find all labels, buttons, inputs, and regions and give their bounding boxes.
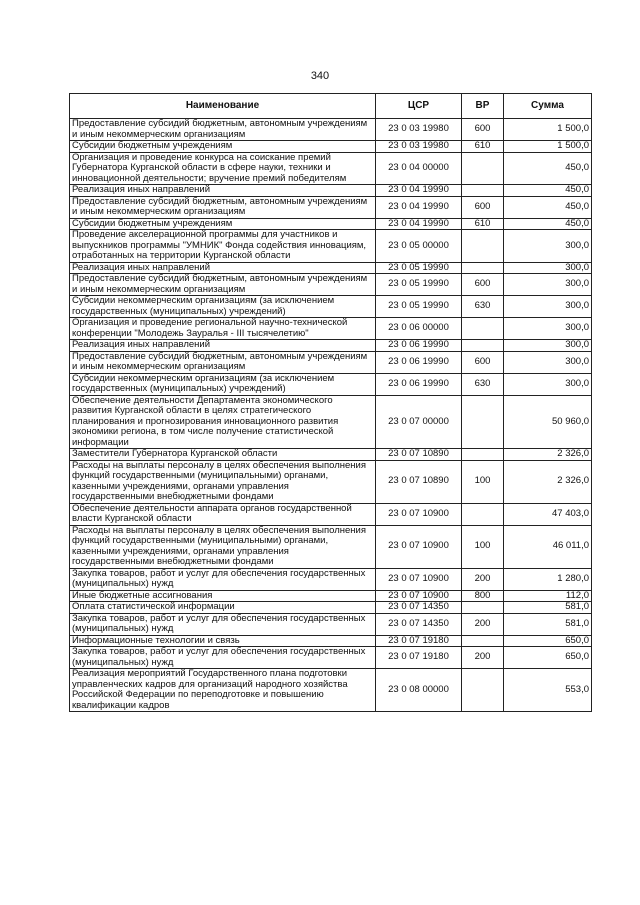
cell-vr: 610: [462, 218, 504, 230]
table-row: [70, 525, 592, 568]
cell-vr: [462, 449, 504, 461]
cell-name: Реализация иных направлений: [70, 185, 376, 197]
cell-csr: 23 0 06 19990: [376, 373, 462, 395]
cell-csr: 23 0 07 19180: [376, 635, 462, 647]
table-row: [70, 152, 592, 185]
cell-sum: 300,0: [504, 318, 592, 340]
cell-vr: 800: [462, 590, 504, 602]
table-row: [70, 590, 592, 602]
table-row: [70, 318, 592, 340]
cell-sum: 1 500,0: [504, 141, 592, 153]
cell-name: Субсидии бюджетным учреждениям: [70, 141, 376, 153]
cell-sum: 581,0: [504, 613, 592, 635]
cell-vr: [462, 185, 504, 197]
cell-vr: 600: [462, 274, 504, 296]
cell-vr: 100: [462, 460, 504, 503]
cell-sum: 300,0: [504, 274, 592, 296]
cell-csr: 23 0 07 10900: [376, 590, 462, 602]
cell-csr: 23 0 05 19990: [376, 274, 462, 296]
cell-vr: [462, 395, 504, 449]
cell-vr: [462, 340, 504, 352]
header-csr: ЦСР: [376, 94, 462, 119]
cell-sum: 450,0: [504, 196, 592, 218]
cell-sum: 450,0: [504, 185, 592, 197]
cell-csr: 23 0 04 19990: [376, 185, 462, 197]
cell-vr: 200: [462, 568, 504, 590]
cell-csr: 23 0 06 19990: [376, 351, 462, 373]
table-row: [70, 119, 592, 141]
table-row: [70, 460, 592, 503]
cell-csr: 23 0 07 10900: [376, 525, 462, 568]
cell-name: Иные бюджетные ассигнования: [70, 590, 376, 602]
cell-name: Предоставление субсидий бюджетным, автономным учреждениям и иным некоммерческим организациям: [70, 351, 376, 373]
table-row: [70, 647, 592, 669]
cell-sum: 46 011,0: [504, 525, 592, 568]
cell-sum: 553,0: [504, 669, 592, 712]
table-row: [70, 503, 592, 525]
cell-sum: 650,0: [504, 635, 592, 647]
cell-vr: 600: [462, 351, 504, 373]
cell-name: Закупка товаров, работ и услуг для обеспечения государственных (муниципальных) нужд: [70, 647, 376, 669]
cell-name: Оплата статистической информации: [70, 602, 376, 614]
cell-sum: 112,0: [504, 590, 592, 602]
cell-sum: 2 326,0: [504, 460, 592, 503]
cell-name: Реализация иных направлений: [70, 340, 376, 352]
cell-csr: 23 0 04 19990: [376, 218, 462, 230]
cell-sum: 581,0: [504, 602, 592, 614]
cell-csr: 23 0 07 10900: [376, 503, 462, 525]
cell-vr: [462, 230, 504, 263]
table-row: [70, 141, 592, 153]
cell-vr: [462, 602, 504, 614]
cell-sum: 300,0: [504, 230, 592, 263]
table-row: [70, 274, 592, 296]
cell-name: Субсидии некоммерческим организациям (за исключением государственных (муниципальных) учреждений): [70, 296, 376, 318]
table-row: [70, 568, 592, 590]
cell-csr: 23 0 07 10890: [376, 449, 462, 461]
cell-csr: 23 0 07 00000: [376, 395, 462, 449]
budget-table: [69, 93, 592, 712]
cell-sum: 300,0: [504, 351, 592, 373]
cell-csr: 23 0 03 19980: [376, 141, 462, 153]
cell-csr: 23 0 07 10900: [376, 568, 462, 590]
cell-vr: 600: [462, 119, 504, 141]
table-row: [70, 373, 592, 395]
cell-vr: 610: [462, 141, 504, 153]
table-header-row: [70, 94, 592, 119]
cell-csr: 23 0 05 00000: [376, 230, 462, 263]
cell-name: Расходы на выплаты персоналу в целях обеспечения выполнения функций государственными (муниципальными) органами, казенными учреждениями, органами управления государственными внебюджетными фондами: [70, 525, 376, 568]
cell-name: Закупка товаров, работ и услуг для обеспечения государственных (муниципальных) нужд: [70, 568, 376, 590]
table-row: [70, 340, 592, 352]
cell-name: Предоставление субсидий бюджетным, автономным учреждениям и иным некоммерческим организациям: [70, 274, 376, 296]
cell-name: Реализация иных направлений: [70, 262, 376, 274]
cell-csr: 23 0 05 19990: [376, 296, 462, 318]
cell-sum: 300,0: [504, 296, 592, 318]
cell-sum: 300,0: [504, 340, 592, 352]
table-body: [70, 119, 592, 712]
cell-name: Организация и проведение региональной научно-технической конференции "Молодежь Зауралья - III тысячелетию": [70, 318, 376, 340]
cell-csr: 23 0 07 19180: [376, 647, 462, 669]
cell-name: Субсидии бюджетным учреждениям: [70, 218, 376, 230]
cell-sum: 1 500,0: [504, 119, 592, 141]
cell-vr: [462, 262, 504, 274]
table-row: [70, 262, 592, 274]
cell-sum: 450,0: [504, 218, 592, 230]
cell-sum: 47 403,0: [504, 503, 592, 525]
cell-csr: 23 0 08 00000: [376, 669, 462, 712]
table-row: [70, 218, 592, 230]
page-number: 340: [310, 70, 330, 82]
cell-vr: 630: [462, 296, 504, 318]
table-row: [70, 296, 592, 318]
table-row: [70, 395, 592, 449]
cell-sum: 650,0: [504, 647, 592, 669]
cell-name: Информационные технологии и связь: [70, 635, 376, 647]
cell-sum: 300,0: [504, 262, 592, 274]
cell-vr: [462, 669, 504, 712]
cell-vr: [462, 503, 504, 525]
cell-vr: 100: [462, 525, 504, 568]
cell-name: Закупка товаров, работ и услуг для обеспечения государственных (муниципальных) нужд: [70, 613, 376, 635]
cell-name: Обеспечение деятельности аппарата органов государственной власти Курганской области: [70, 503, 376, 525]
cell-vr: [462, 635, 504, 647]
cell-vr: 630: [462, 373, 504, 395]
cell-name: Расходы на выплаты персоналу в целях обеспечения выполнения функций государственными (муниципальными) органами, казенными учреждениями, органами управления государственными внебюджетными фондами: [70, 460, 376, 503]
cell-vr: 200: [462, 613, 504, 635]
cell-csr: 23 0 07 14350: [376, 613, 462, 635]
cell-csr: 23 0 05 19990: [376, 262, 462, 274]
cell-name: Проведение акселерационной программы для участников и выпускников программы "УМНИК" Фонда содействия инновациям, отработанных на территории Курганской области: [70, 230, 376, 263]
cell-sum: 1 280,0: [504, 568, 592, 590]
table-row: [70, 635, 592, 647]
cell-csr: 23 0 06 19990: [376, 340, 462, 352]
table-row: [70, 602, 592, 614]
cell-name: Организация и проведение конкурса на соискание премий Губернатора Курганской области в сфере науки, техники и инновационной деятельности; вручение премий победителям: [70, 152, 376, 185]
table-row: [70, 230, 592, 263]
cell-csr: 23 0 07 10890: [376, 460, 462, 503]
header-name: Наименование: [70, 94, 376, 119]
cell-csr: 23 0 06 00000: [376, 318, 462, 340]
cell-name: Предоставление субсидий бюджетным, автономным учреждениям и иным некоммерческим организациям: [70, 119, 376, 141]
cell-csr: 23 0 04 19990: [376, 196, 462, 218]
cell-name: Заместители Губернатора Курганской области: [70, 449, 376, 461]
cell-sum: 300,0: [504, 373, 592, 395]
table-row: [70, 449, 592, 461]
cell-vr: [462, 152, 504, 185]
table-row: [70, 196, 592, 218]
table-row: [70, 185, 592, 197]
cell-name: Реализация мероприятий Государственного плана подготовки управленческих кадров для организаций народного хозяйства Российской Федерации по переподготовке и повышению квалификации кадров: [70, 669, 376, 712]
cell-sum: 2 326,0: [504, 449, 592, 461]
cell-csr: 23 0 04 00000: [376, 152, 462, 185]
cell-name: Предоставление субсидий бюджетным, автономным учреждениям и иным некоммерческим организациям: [70, 196, 376, 218]
table-row: [70, 351, 592, 373]
cell-name: Субсидии некоммерческим организациям (за исключением государственных (муниципальных) учреждений): [70, 373, 376, 395]
cell-sum: 50 960,0: [504, 395, 592, 449]
header-sum: Сумма: [504, 94, 592, 119]
cell-csr: 23 0 03 19980: [376, 119, 462, 141]
header-vr: ВР: [462, 94, 504, 119]
cell-vr: 600: [462, 196, 504, 218]
cell-sum: 450,0: [504, 152, 592, 185]
cell-vr: [462, 318, 504, 340]
cell-csr: 23 0 07 14350: [376, 602, 462, 614]
cell-name: Обеспечение деятельности Департамента экономического развития Курганской области в целях стратегического планирования и прогнозирования инновационного развития экономики региона, в том числе получение статистической информации: [70, 395, 376, 449]
cell-vr: 200: [462, 647, 504, 669]
table-row: [70, 613, 592, 635]
table-row: [70, 669, 592, 712]
